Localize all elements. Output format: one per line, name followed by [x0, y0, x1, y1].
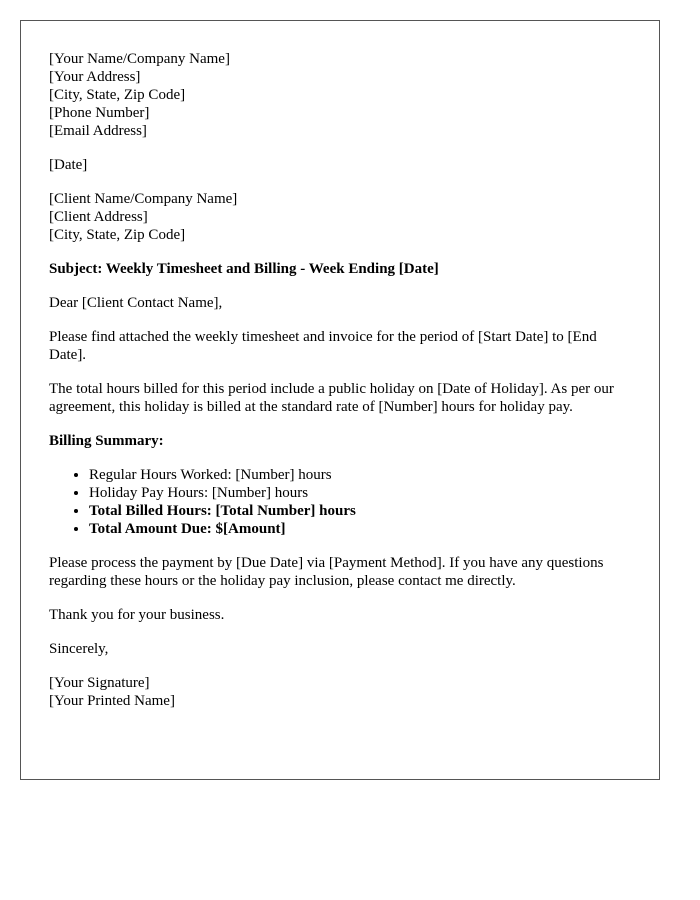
list-item-regular-hours: • Regular Hours Worked: [Number] hours	[89, 466, 631, 484]
billing-summary-list	[49, 466, 631, 538]
sender-city-state-zip: [City, State, Zip Code]	[49, 87, 186, 103]
sender-name: [Your Name/Company Name]	[49, 51, 230, 67]
subject-line: Subject: Weekly Timesheet and Billing - Week Ending [Date]	[49, 261, 439, 277]
recipient-name: [Client Name/Company Name]	[49, 191, 238, 207]
recipient-address: [Client Address]	[49, 209, 148, 225]
sender-block	[49, 50, 631, 140]
signature-block	[49, 674, 631, 710]
printed-name: [Your Printed Name]	[49, 693, 175, 709]
closing-line: Sincerely,	[49, 641, 109, 657]
list-item-total-amount: • Total Amount Due: $[Amount]	[89, 520, 631, 538]
paragraph-period: Please find attached the weekly timesheet and invoice for the period of [Start Date] to [End Date].	[49, 329, 597, 363]
recipient-block	[49, 190, 631, 244]
sender-address: [Your Address]	[49, 69, 141, 85]
sender-phone: [Phone Number]	[49, 105, 150, 121]
signature: [Your Signature]	[49, 675, 150, 691]
salutation: Dear [Client Contact Name],	[49, 295, 223, 311]
sender-email: [Email Address]	[49, 123, 147, 139]
paragraph-payment: Please process the payment by [Due Date] via [Payment Method]. If you have any questions regarding these hours or the holiday pay inclusion, please contact me directly.	[49, 555, 604, 589]
list-item-total-hours: • Total Billed Hours: [Total Number] hours	[89, 502, 631, 520]
paragraph-holiday: The total hours billed for this period include a public holiday on [Date of Holiday]. As per our agreement, this holiday is billed at the standard rate of [Number] hours for holiday pay.	[49, 381, 614, 415]
recipient-city-state-zip: [City, State, Zip Code]	[49, 227, 186, 243]
list-item-holiday-hours: • Holiday Pay Hours: [Number] hours	[89, 484, 631, 502]
letter-date: [Date]	[49, 157, 88, 173]
thanks-line: Thank you for your business.	[49, 607, 225, 623]
letter-page	[20, 20, 660, 780]
billing-summary-heading: Billing Summary:	[49, 433, 164, 449]
